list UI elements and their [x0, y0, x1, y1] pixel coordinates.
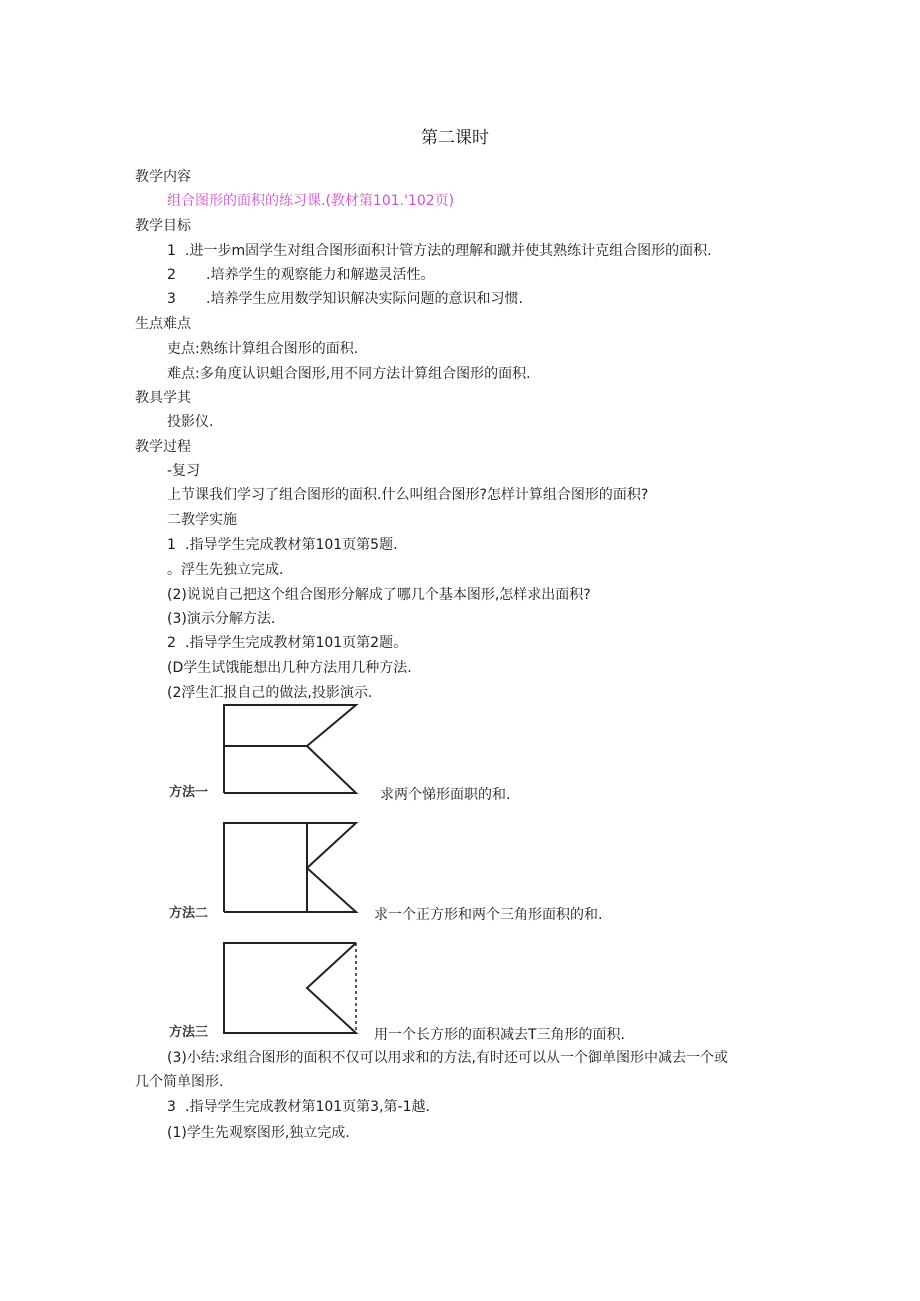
step2-text: .指导学生完成教材第101页第2题。 — [185, 635, 408, 651]
method1-figure — [218, 700, 363, 800]
review-heading: -复习 — [167, 463, 201, 479]
review-text: 上节课我们学习了组合图形的面积.什么叫组合图形?怎样计算组合图形的面积? — [167, 487, 649, 503]
heading-content: 教学内容 — [135, 169, 191, 185]
heading-tools: 教具学其 — [135, 390, 191, 406]
method2-text: 求一个正方形和两个三角形面积的和. — [374, 907, 603, 923]
summary-line2: 几个简单图形. — [135, 1074, 224, 1090]
method2-figure — [218, 818, 363, 918]
step1-b: (2)说说自己把这个组合图形分解成了哪几个基本图形,怎样求出面积? — [167, 587, 591, 603]
heading-process: 教学过程 — [135, 439, 191, 455]
method2-label: 方法二 — [169, 906, 209, 921]
step2-num: 2 — [167, 635, 176, 651]
step1-num: 1 — [167, 537, 176, 553]
step1-a: 。浮生先独立完成. — [167, 562, 284, 578]
method1-label: 方法一 — [169, 785, 209, 800]
method1-outline — [224, 705, 356, 793]
step3-a: (1)学生先观察图形,独立完成. — [167, 1125, 350, 1141]
heading-difficulty: 生点难点 — [135, 316, 191, 332]
method3-label: 方法三 — [169, 1025, 209, 1040]
goal3-num: 3 — [167, 291, 176, 307]
method3-figure — [218, 938, 363, 1038]
method2-outline — [224, 823, 356, 912]
goal1-num: 1 — [167, 243, 176, 259]
goal1-text: .进一步m固学生对组合图形面积计管方法的理解和蹴并使其熟练计克组合图形的面积. — [185, 243, 712, 259]
content-text: 组合图形的面积的练习课.(教材第101.'102页) — [167, 193, 455, 209]
step2-a: (D学生试饿能想出几种方法用几种方法. — [167, 660, 412, 676]
goal3-text: .培养学生应用数学知识解决实际问题的意识和习惯. — [206, 291, 523, 307]
method1-text: 求两个悌形面职的和. — [380, 787, 511, 803]
goal2-num: 2 — [167, 267, 176, 283]
difficult-point: 难点:多角度认识蛆合图形,用不同方法计算组合图形的面积. — [167, 366, 531, 382]
step1-text: .指导学生完成教材第101页第5题. — [185, 537, 398, 553]
step3-num: 3 — [167, 1099, 176, 1115]
page-title: 第二课时 — [421, 128, 489, 148]
step1-c: (3)演示分解方法. — [167, 611, 276, 627]
tools-text: 投影仪. — [167, 414, 214, 430]
key-point: 吏点:熟练计算组合图形的面积. — [167, 341, 359, 357]
step3-text: .指导学生完成教材第101页第3,第-1越. — [185, 1099, 430, 1115]
implement-heading: 二教学实施 — [167, 512, 237, 528]
heading-goals: 教学目标 — [135, 218, 191, 234]
goal2-text: .培养学生的观察能力和解遨灵活性。 — [206, 267, 435, 283]
step2-b: (2浮生汇报自己的做法,投影演示. — [167, 685, 373, 701]
method3-text: 用一个长方形的面积减去T三角形的面积. — [374, 1027, 626, 1043]
summary-line1: (3)小结:求组合图形的面积不仅可以用求和的方法,有时还可以从一个御单图形中减去一个或 — [167, 1050, 728, 1066]
method3-outline — [224, 943, 356, 1033]
